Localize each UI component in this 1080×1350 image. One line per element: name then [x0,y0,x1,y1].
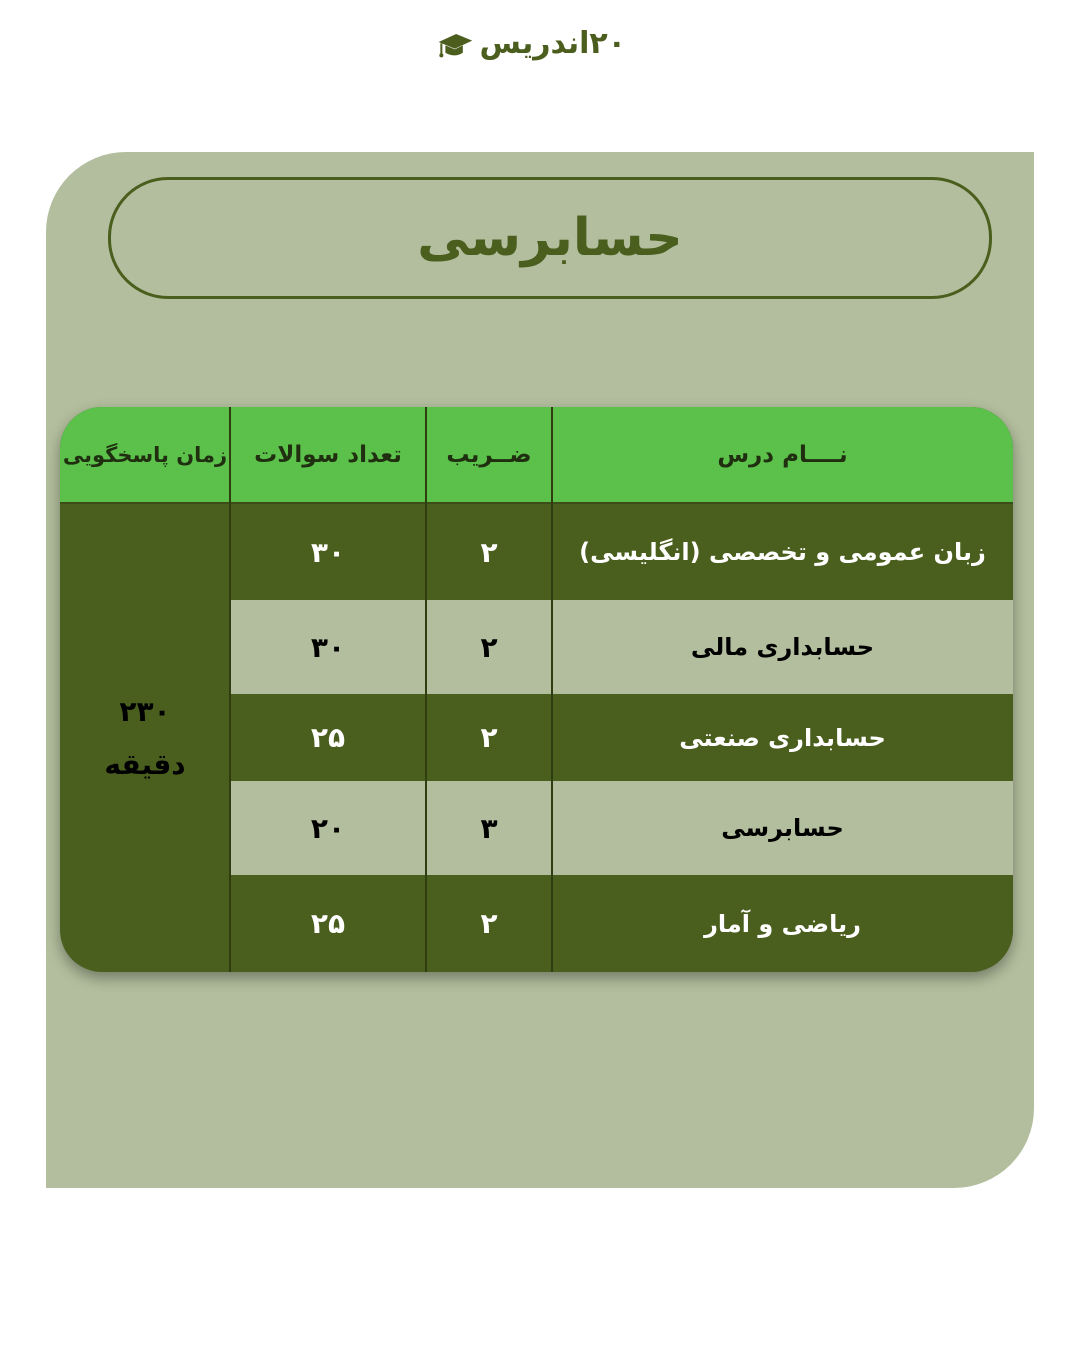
question-count-cell: ۲۵ [310,721,346,754]
answer-time-unit: دقیقه [104,748,186,781]
exam-table [60,407,1013,972]
table-row [230,600,1013,694]
course-name-cell: حسابرسی [721,814,844,842]
coefficient-cell: ۳ [480,811,498,845]
coefficient-cell: ۲ [480,630,498,664]
course-name-cell: ریاضی و آمار [704,909,861,938]
table-row [230,504,1013,600]
header-answer-time: زمان پاسخگویی [60,407,230,504]
course-name-cell: حسابداری مالی [690,633,875,661]
column-divider [425,407,427,972]
coefficient-cell: ۲ [480,721,498,754]
brand-logo [436,18,626,70]
column-divider [229,407,231,972]
column-divider [551,407,553,972]
answer-time-cell [60,504,230,972]
coefficient-cell: ۲ [480,535,498,569]
table-row [230,781,1013,875]
table-row [230,875,1013,972]
coefficient-cell: ۲ [480,907,498,940]
question-count-cell: ۳۰ [310,630,346,664]
answer-time-value: ۲۳۰ [119,694,171,728]
course-name-cell: حسابداری صنعتی [679,723,886,752]
question-count-cell: ۲۵ [310,907,346,940]
question-count-cell: ۲۰ [310,811,346,845]
table-row [230,694,1013,781]
title-banner [108,177,992,299]
header-course-name: نــــام درس [552,407,1013,504]
question-count-cell: ۳۰ [310,535,346,569]
page-title: حسابرسی [417,208,683,268]
header-coefficient: ضــریب [426,407,552,504]
brand-name: ۲۰اندریس [479,26,626,61]
course-name-cell: زبان عمومی و تخصصی (انگلیسی) [579,538,986,566]
graduation-cap-icon [436,21,474,67]
header-question-count: تعداد سوالات [230,407,426,504]
